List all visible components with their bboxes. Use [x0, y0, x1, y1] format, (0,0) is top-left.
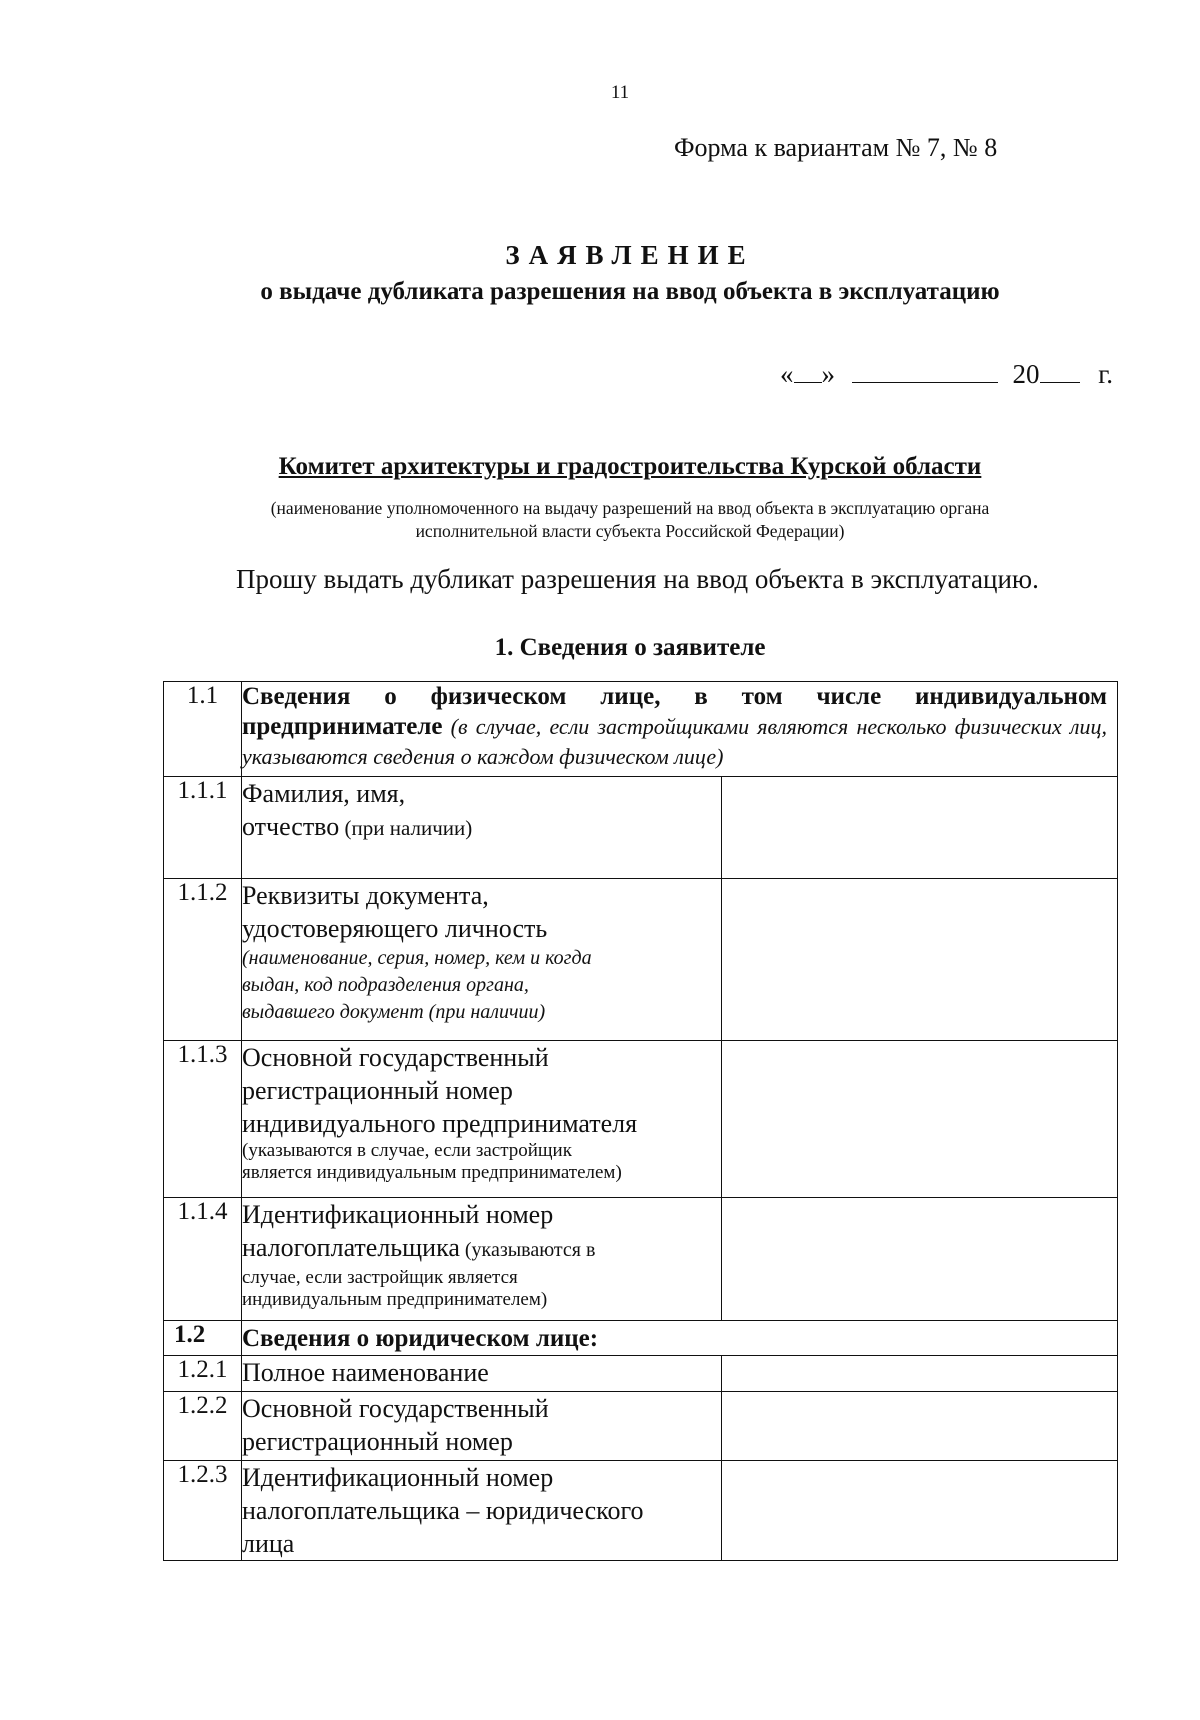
row-label-note: (наименование, серия, номер, кем и когда [242, 947, 592, 969]
date-close-quote: » [821, 359, 835, 389]
value-cell-full-name[interactable] [722, 777, 1118, 879]
date-open-quote: « [780, 359, 794, 389]
year-blank[interactable] [1040, 358, 1080, 383]
row-1-1-line1: Сведения о физическом лице, в том числе индивидуальном [242, 683, 1108, 710]
row-label-line: удостоверяющего личность [242, 914, 548, 943]
row-label: Сведения о юридическом лице: [242, 1321, 1118, 1356]
row-number: 1.1.2 [164, 879, 242, 1041]
row-label-line [242, 810, 721, 845]
row-label-line: индивидуального предпринимателя [242, 1109, 638, 1138]
table-row-1-1-1 [164, 777, 1118, 879]
row-label [242, 1198, 722, 1321]
table-row-1-1-4 [164, 1198, 1118, 1321]
row-1-1-italic: (в случае, если застройщиками являются несколько физических лиц, указываются сведения о каждом физическом лице) [242, 714, 1108, 769]
row-label-line: регистрационный номер [242, 1427, 513, 1456]
table-row-1-2 [164, 1321, 1118, 1356]
year-prefix: 20 [1012, 359, 1040, 389]
form-reference: Форма к вариантам № 7, № 8 [674, 133, 998, 162]
day-blank[interactable] [794, 358, 822, 383]
row-label-line: Идентификационный номер [242, 1463, 554, 1492]
table-row-1-1-2 [164, 879, 1118, 1041]
value-cell-ogrn[interactable] [722, 1392, 1118, 1461]
row-label-text: налогоплательщика [242, 1233, 460, 1262]
row-label-line: Фамилия, имя, [242, 779, 406, 808]
row-label-note: (указываются в [459, 1239, 596, 1261]
value-cell-inn[interactable] [722, 1198, 1118, 1321]
row-number: 1.1.4 [164, 1198, 242, 1321]
row-number: 1.2 [164, 1321, 242, 1356]
row-number: 1.1 [164, 682, 242, 777]
row-label: Полное наименование [242, 1356, 722, 1392]
page-number: 11 [610, 82, 630, 103]
document-title: ЗАЯВЛЕНИЕ [505, 240, 755, 270]
applicant-table [163, 681, 1118, 1561]
row-label-text: отчество [242, 812, 340, 841]
value-cell-company-inn[interactable] [722, 1461, 1118, 1561]
row-label [242, 879, 722, 1041]
table-row-1-2-2 [164, 1392, 1118, 1461]
row-label-note: выдан, код подразделения органа, [242, 974, 529, 996]
row-label-line [242, 1231, 721, 1267]
table-row-1-2-1 [164, 1356, 1118, 1392]
value-cell-company-name[interactable] [722, 1356, 1118, 1392]
row-label [242, 1041, 722, 1198]
table-row-1-1 [164, 682, 1118, 777]
row-number: 1.2.1 [164, 1356, 242, 1392]
row-1-1-bold: предпринимателе [242, 713, 443, 740]
organ-name: Комитет архитектуры и градостроительства Курской области [278, 453, 982, 480]
row-label-line: Основной государственный [242, 1043, 549, 1072]
row-label-note: индивидуальным предпринимателем) [242, 1289, 548, 1310]
row-label-line: Реквизиты документа, [242, 881, 489, 910]
organ-note-line2: исполнительной власти субъекта Российской Федерации) [415, 521, 845, 541]
value-cell-identity-document[interactable] [722, 879, 1118, 1041]
organ-note-line1: (наименование уполномоченного на выдачу разрешений на ввод объекта в эксплуатацию органа [270, 498, 990, 518]
table-row-1-1-3 [164, 1041, 1118, 1198]
row-label-note: выдавшего документ (при наличии) [242, 1001, 546, 1023]
table-row-1-2-3 [164, 1461, 1118, 1561]
row-label-note: (указываются в случае, если застройщик [242, 1140, 572, 1161]
row-label-note: случае, если застройщик является [242, 1267, 518, 1288]
row-label [242, 777, 722, 879]
row-label [242, 1461, 722, 1561]
year-suffix: г. [1098, 359, 1114, 389]
row-label-line: лица [242, 1529, 295, 1558]
row-label-note: является индивидуальным предпринимателем) [242, 1162, 622, 1183]
row-number: 1.2.2 [164, 1392, 242, 1461]
document-subtitle: о выдаче дубликата разрешения на ввод объекта в эксплуатацию [260, 278, 1000, 305]
section-title: 1. Сведения о заявителе [494, 634, 766, 661]
row-label-line: регистрационный номер [242, 1076, 513, 1105]
row-number: 1.1.1 [164, 777, 242, 879]
request-text: Прошу выдать дубликат разрешения на ввод объекта в эксплуатацию. [236, 564, 1039, 594]
row-label-note: (при наличии) [339, 816, 473, 840]
row-label [242, 1392, 722, 1461]
row-number: 1.1.3 [164, 1041, 242, 1198]
row-number: 1.2.3 [164, 1461, 242, 1561]
date-line [780, 358, 1113, 390]
row-1-1-line2 [242, 712, 1107, 772]
month-blank[interactable] [852, 358, 998, 383]
row-label-line: Идентификационный номер [242, 1200, 554, 1229]
row-label-line: Основной государственный [242, 1394, 549, 1423]
row-label-line: налогоплательщика – юридического [242, 1496, 644, 1525]
value-cell-ogrnip[interactable] [722, 1041, 1118, 1198]
row-label [242, 682, 1118, 777]
organ-note [180, 497, 1080, 543]
